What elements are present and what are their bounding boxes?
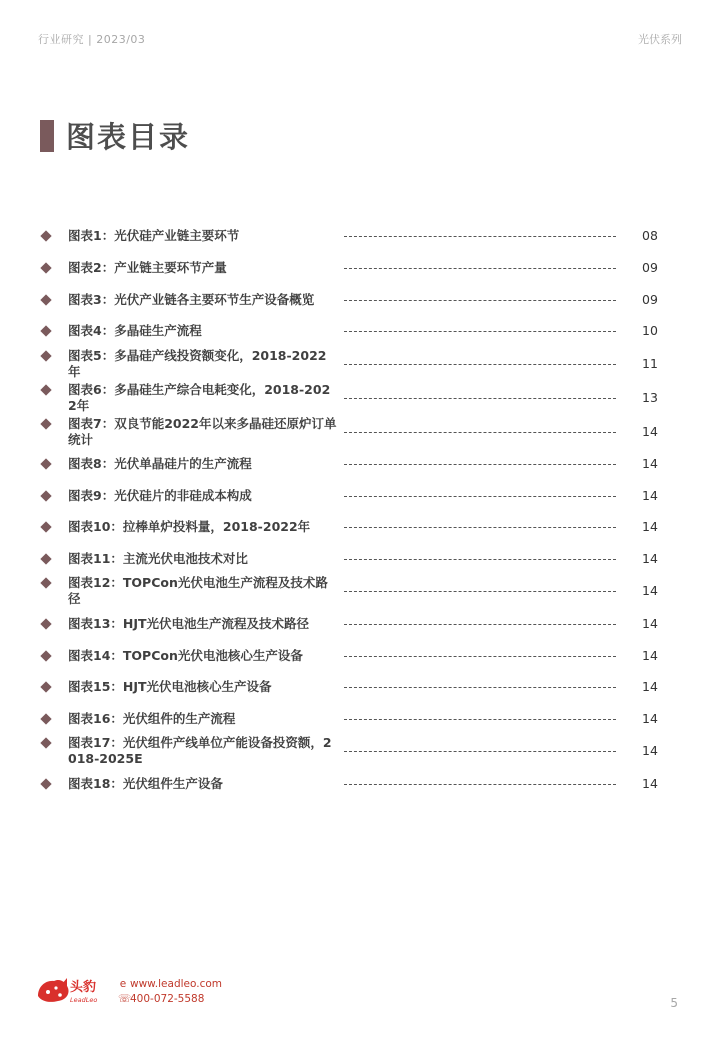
dotted-leader <box>344 331 616 333</box>
diamond-bullet-icon <box>40 230 51 241</box>
page-title: 图表目录 <box>66 120 191 154</box>
toc-item-label: 图表2：产业链主要环节产量 <box>68 260 227 275</box>
leopard-head-icon <box>36 972 116 1006</box>
dotted-leader <box>344 398 616 400</box>
diamond-bullet-icon <box>40 490 51 501</box>
toc-item-label: 图表4：多晶硅生产流程 <box>68 323 202 338</box>
dotted-leader <box>344 751 616 753</box>
diamond-bullet-icon <box>40 713 51 724</box>
toc-item-label: 图表5：多晶硅产线投资额变化，2018-2022年 <box>68 348 327 379</box>
dotted-leader <box>344 236 616 238</box>
dotted-leader <box>344 624 616 626</box>
dotted-leader <box>344 656 616 658</box>
diamond-bullet-icon <box>40 325 51 336</box>
dotted-leader <box>344 719 616 721</box>
dotted-leader <box>344 527 616 529</box>
toc-item-page: 14 <box>642 488 658 503</box>
diamond-bullet-icon <box>40 650 51 661</box>
diamond-bullet-icon <box>40 577 51 588</box>
toc-item-page: 14 <box>642 551 658 566</box>
toc-item-label: 图表12：TOPCon光伏电池生产流程及技术路径 <box>68 575 328 606</box>
toc-item-page: 14 <box>642 424 658 439</box>
dotted-leader <box>344 591 616 593</box>
diamond-bullet-icon <box>40 294 51 305</box>
dotted-leader <box>344 364 616 366</box>
toc-item-label: 图表7：双良节能2022年以来多晶硅还原炉订单统计 <box>68 416 337 447</box>
diamond-bullet-icon <box>40 553 51 564</box>
toc-item-label: 图表14：TOPCon光伏电池核心生产设备 <box>68 648 303 663</box>
toc-item-page: 14 <box>642 648 658 663</box>
toc-item-page: 14 <box>642 583 658 598</box>
toc-item-label: 图表15：HJT光伏电池核心生产设备 <box>68 679 272 694</box>
leadleo-logo[interactable] <box>36 972 116 1006</box>
toc-item-page: 09 <box>642 292 658 307</box>
dotted-leader <box>344 464 616 466</box>
dotted-leader <box>344 496 616 498</box>
diamond-bullet-icon <box>40 418 51 429</box>
toc-item-label: 图表18：光伏组件生产设备 <box>68 776 223 791</box>
toc-item-label: 图表6：多晶硅生产综合电耗变化，2018-2022年 <box>68 382 331 413</box>
footer-contact <box>118 977 222 1007</box>
toc-item-page: 14 <box>642 776 658 791</box>
diamond-bullet-icon <box>40 262 51 273</box>
toc-item-label: 图表17：光伏组件产线单位产能设备投资额，2018-2025E <box>68 735 332 766</box>
dotted-leader <box>344 687 616 689</box>
header-left: 行业研究 | 2023/03 <box>38 33 146 46</box>
toc-item-page: 14 <box>642 519 658 534</box>
toc-item-label: 图表11：主流光伏电池技术对比 <box>68 551 248 566</box>
header-right: 光伏系列 <box>638 33 682 46</box>
page-number: 5 <box>670 996 678 1010</box>
toc-item-page: 14 <box>642 616 658 631</box>
dotted-leader <box>344 300 616 302</box>
dotted-leader <box>344 559 616 561</box>
toc-item-page: 14 <box>642 679 658 694</box>
toc-item-label: 图表16：光伏组件的生产流程 <box>68 711 236 726</box>
dotted-leader <box>344 432 616 434</box>
toc-item-page: 08 <box>642 228 658 243</box>
diamond-bullet-icon <box>40 458 51 469</box>
web-icon: e <box>119 978 127 990</box>
toc-item-label: 图表10：拉棒单炉投料量，2018-2022年 <box>68 519 311 534</box>
diamond-bullet-icon <box>40 384 51 395</box>
logo-subtext: LeadLeo <box>70 996 98 1004</box>
diamond-bullet-icon <box>40 778 51 789</box>
phone-icon: ☏ <box>118 993 132 1005</box>
title-accent-bar <box>40 120 54 152</box>
diamond-bullet-icon <box>40 350 51 361</box>
toc-item-label: 图表1：光伏硅产业链主要环节 <box>68 228 240 243</box>
logo-text: 头豹 <box>70 980 97 995</box>
toc-item-page: 10 <box>642 323 658 338</box>
diamond-bullet-icon <box>40 681 51 692</box>
toc-item-page: 13 <box>642 390 658 405</box>
diamond-bullet-icon <box>40 521 51 532</box>
toc-item-page: 14 <box>642 456 658 471</box>
toc-item-label: 图表13：HJT光伏电池生产流程及技术路径 <box>68 616 310 631</box>
toc-item-page: 14 <box>642 711 658 726</box>
dotted-leader <box>344 784 616 786</box>
toc-item-page: 09 <box>642 260 658 275</box>
website-link[interactable]: www.leadleo.com <box>130 978 222 990</box>
toc-item-page: 14 <box>642 743 658 758</box>
toc-item-label: 图表9：光伏硅片的非硅成本构成 <box>68 488 252 503</box>
phone-number[interactable]: 400-072-5588 <box>130 993 205 1005</box>
diamond-bullet-icon <box>40 618 51 629</box>
dotted-leader <box>344 268 616 270</box>
diamond-bullet-icon <box>40 737 51 748</box>
toc-item-label: 图表8：光伏单晶硅片的生产流程 <box>68 456 252 471</box>
toc-item-label: 图表3：光伏产业链各主要环节生产设备概览 <box>68 292 315 307</box>
toc-item-page: 11 <box>642 356 658 371</box>
